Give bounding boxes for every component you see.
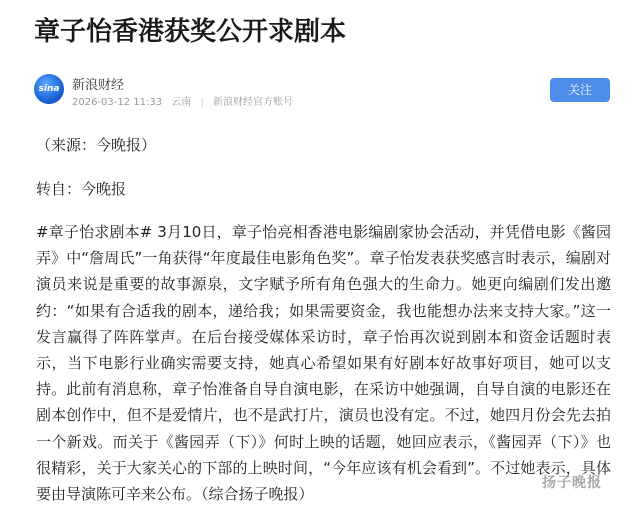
publish-location: 云南	[171, 97, 192, 108]
publish-datetime: 2026-03-12 11:33	[72, 97, 163, 108]
source-line: （来源：今晚报）	[36, 136, 157, 154]
account-type: 新浪财经官方账号	[213, 97, 294, 108]
author-bar	[34, 72, 614, 112]
article-meta	[72, 93, 299, 108]
watermark: 扬子晚报	[542, 475, 602, 491]
author-avatar[interactable]	[34, 74, 64, 104]
meta-divider: |	[200, 97, 204, 108]
article-body: #章子怡求剧本# 3月10日，章子怡亮相香港电影编剧家协会活动，并凭借电影《酱园弄》中“詹周氏”一角获得“年度最佳电影角色奖”。章子怡发表获奖感言时表示，编剧对演员来说是重要的故事源泉，文字赋予所有角色强大的生命力。她更向编剧们发出邀约：“如果有合适我的剧本，递给我；如果需要资金，我也能想办法来支持大家。”这一发言赢得了阵阵掌声。在后台接受媒体采访时，章子怡再次说到剧本和资金话题时表示，当下电影行业确实需要支持，她真心希望如果有好剧本好故事好项目，她可以支持。此前有消息称，章子怡准备自导自演电影，在采访中她强调，自导自演的电影还在剧本创作中，但不是爱情片，也不是武打片，演员也没有定。不过，她四月份会先去拍一个新戏。而关于《酱园弄（下）》何时上映的话题，她回应表示，《酱园弄（下）》也很精彩，关于大家关心的下部的上映时间，“今年应该有机会看到”。不过她表示，具体要由导演陈可辛来公布。（综合扬子晚报）	[36, 223, 611, 504]
avatar-logo-text: sina	[38, 84, 60, 94]
article-title: 章子怡香港获奖公开求剧本	[34, 17, 347, 47]
follow-button[interactable]: 关注	[550, 78, 610, 102]
author-name[interactable]: 新浪财经	[72, 78, 125, 93]
repost-line: 转自：今晚报	[36, 180, 127, 198]
